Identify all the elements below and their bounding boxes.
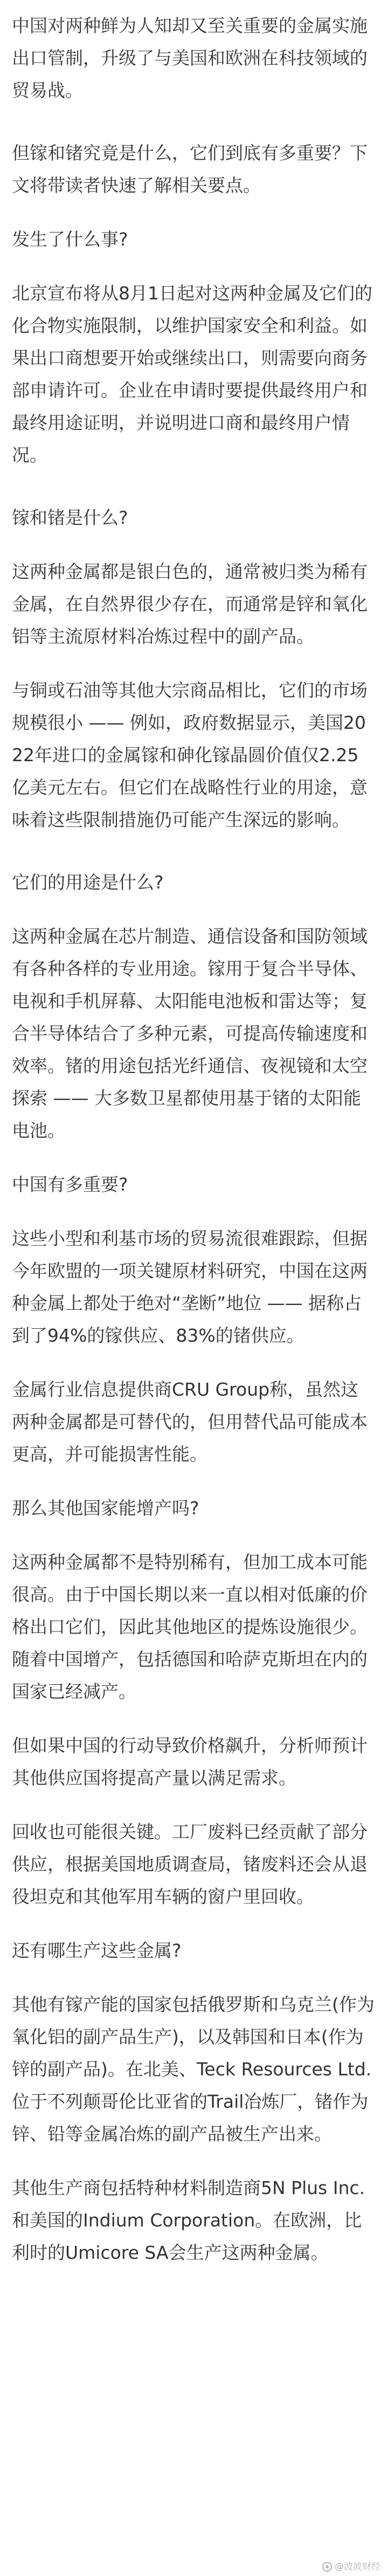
- intro-paragraph: 中国对两种鲜为人知却又至关重要的金属实施出口管制，升级了与美国和欧洲在科技领域的贸易战。: [12, 15, 368, 101]
- paragraph-rare-metals: 这两种金属都是银白色的，通常被归类为稀有金属，在自然界很少存在，而通常是锌和氧化铝等主流原材料冶炼过程中的副产品。: [12, 561, 368, 647]
- weibo-logo-icon: [322, 2562, 332, 2572]
- paragraph-cru-group: 金属行业信息提供商CRU Group称，虽然这两种金属都是可替代的，但用替代品可能成本更高，并可能损害性能。: [12, 1379, 368, 1465]
- paragraph-other-producers: 其他生产商包括特种材料制造商5N Plus Inc.和美国的Indium Corporation。在欧洲，比利时的Umicore SA会生产这两种金属。: [12, 2177, 365, 2263]
- paragraph-gallium-producers: 其他有镓产能的国家包括俄罗斯和乌克兰(作为氧化铝的副产品生产)，以及韩国和日本(作为锌的副产品)。在北美、Teck Resources Ltd.位于不列颠哥伦比亚省的Trail冶炼厂，锗作为锌、铅等金属冶炼的副产品被生产出来。: [12, 1994, 375, 2144]
- paragraph-uses: 这两种金属在芯片制造、通信设备和国防领域有各种各样的专业用途。镓用于复合半导体、电视和手机屏幕、太阳能电池板和雷达等；复合半导体结合了多种元素，可提高传输速度和效率。锗的用途包括光纤通信、夜视镜和太空探索 —— 大多数卫星都使用基于锗的太阳能电池。: [12, 926, 368, 1141]
- watermark: [322, 2561, 380, 2573]
- watermark-text: @波波财经: [335, 2561, 380, 2572]
- paragraph-market-size: 与铜或石油等其他大宗商品相比，它们的市场规模很小 —— 例如，政府数据显示，美国2022年进口的金属镓和砷化镓晶圆价值仅2.25亿美元左右。但它们在战略性行业的用途，意味着这些限制措施仍可能产生深远的影响。: [12, 680, 368, 830]
- section-heading-what-are-they: 镓和锗是什么?: [12, 507, 128, 528]
- section-heading-uses: 它们的用途是什么?: [12, 872, 164, 893]
- intro-question-paragraph: 但镓和锗究竟是什么，它们到底有多重要？下文将带读者快速了解相关要点。: [12, 142, 368, 196]
- section-heading-what-happened: 发生了什么事?: [12, 229, 128, 250]
- paragraph-recycling: 回收也可能很关键。工厂废料已经贡献了部分供应，根据美国地质调查局，锗废料还会从退役坦克和其他军用车辆的窗户里回收。: [12, 1821, 368, 1907]
- paragraph-processing-cost: 这两种金属都不是特别稀有，但加工成本可能很高。由于中国长期以来一直以相对低廉的价格出口它们，因此其他地区的提炼设施很少。随着中国增产，包括德国和哈萨克斯坦在内的国家已经减产。: [12, 1552, 368, 1702]
- section-heading-china-importance: 中国有多重要?: [12, 1174, 128, 1195]
- paragraph-export-controls: 北京宣布将从8月1日起对这两种金属及它们的化合物实施限制，以维护国家安全和利益。如果出口商想要开始或继续出口，则需要向商务部申请许可。企业在申请时要提供最终用户和最终用途证明，并说明进口商和最终用户情况。: [12, 283, 372, 466]
- paragraph-price-surge: 但如果中国的行动导致价格飙升，分析师预计其他供应国将提高产量以满足需求。: [12, 1735, 368, 1788]
- section-heading-other-countries: 那么其他国家能增产吗?: [12, 1498, 199, 1519]
- section-heading-who-produces: 还有哪生产这些金属?: [12, 1940, 182, 1961]
- paragraph-china-monopoly: 这些小型和利基市场的贸易流很难跟踪，但据今年欧盟的一项关键原材料研究，中国在这两种金属上都处于绝对“垄断”地位 —— 据称占到了94%的镓供应、83%的锗供应。: [12, 1228, 368, 1346]
